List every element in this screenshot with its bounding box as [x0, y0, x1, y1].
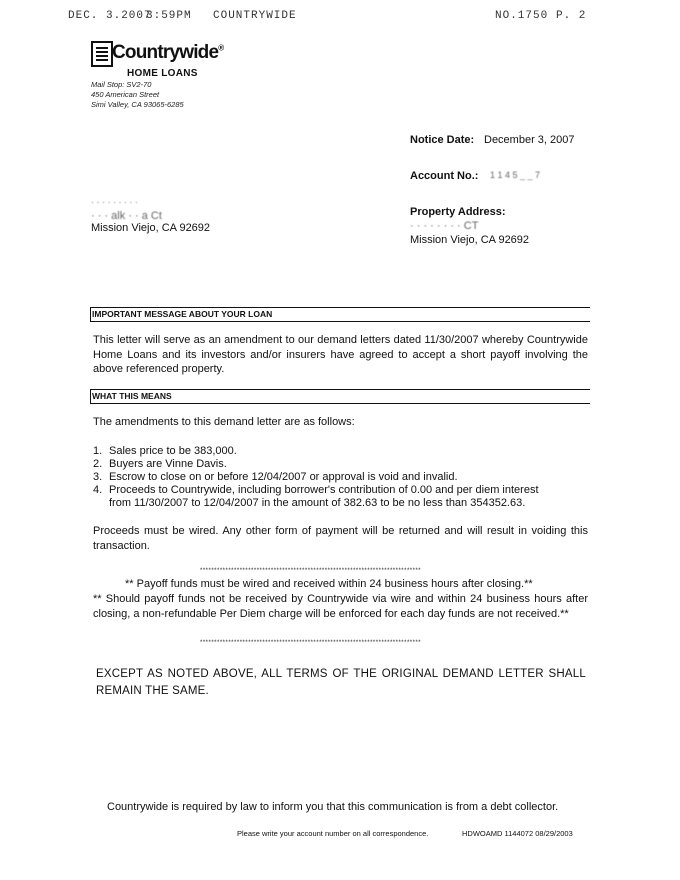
recipient-street: · · · alk · · a Ct: [91, 210, 162, 222]
star-divider: ******************************************************************************: [200, 640, 422, 646]
notice-date-value: December 3, 2007: [484, 134, 575, 146]
property-address-label: Property Address:: [410, 206, 506, 218]
list-item: 2. Buyers are Vinne Davis.: [93, 458, 227, 470]
list-item: 4. Proceeds to Countrywide, including borrower's contribution of 0.00 and per diem interest: [93, 484, 539, 496]
correspondence-note: Please write your account number on all correspondence.: [237, 829, 429, 838]
wire-requirement: Proceeds must be wired. Any other form of payment will be returned and will result in voiding this transaction.: [93, 525, 588, 552]
account-value: 1 1 4 5 _ _ 7: [490, 170, 541, 180]
return-address-line: Simi Valley, CA 93065-6285: [91, 100, 184, 109]
recipient-name: · · · · · · · · ·: [91, 197, 138, 207]
form-code: HDWOAMD 1144072 08/29/2003: [462, 829, 573, 838]
fax-sender: COUNTRYWIDE: [213, 10, 297, 22]
logo-subtitle: HOME LOANS: [127, 68, 198, 79]
return-address-line: Mail Stop: SV2-70: [91, 80, 152, 89]
fax-number: NO.1750: [495, 10, 549, 22]
return-address-line: 450 American Street: [91, 90, 160, 99]
account-label: Account No.:: [410, 170, 479, 182]
amendments-intro: The amendments to this demand letter are as follows:: [93, 416, 355, 428]
debt-collector-notice: Countrywide is required by law to inform you that this communication is from a debt collector.: [107, 801, 559, 813]
payoff-notice: ** Payoff funds must be wired and received within 24 business hours after closing.**: [125, 578, 533, 590]
star-divider: ******************************************************************************: [200, 568, 422, 574]
fax-date: DEC. 3.2007: [68, 10, 152, 22]
section-header-important: IMPORTANT MESSAGE ABOUT YOUR LOAN: [90, 307, 590, 322]
amendment-paragraph: This letter will serve as an amendment to our demand letters dated 11/30/2007 whereby Countrywide Home Loans and its investors and/or insurers have agreed to accept a short payoff involving the above referenced property.: [93, 334, 588, 375]
recipient-city: Mission Viejo, CA 92692: [91, 222, 211, 234]
per-diem-notice: ** Should payoff funds not be received by Countrywide via wire and within 24 business hours after closing, a non-refundable Per Diem charge will be enforced for each day funds are not received.**: [93, 593, 588, 620]
list-item-continuation: from 11/30/2007 to 12/04/2007 in the amount of 382.63 to be no less than 354352.63.: [109, 497, 526, 509]
section-header-what-this-means: WHAT THIS MEANS: [90, 389, 590, 404]
property-city: Mission Viejo, CA 92692: [410, 234, 530, 246]
closing-statement: EXCEPT AS NOTED ABOVE, ALL TERMS OF THE ORIGINAL DEMAND LETTER SHALL REMAIN THE SAME.: [96, 668, 586, 697]
list-item: 1. Sales price to be 383,000.: [93, 445, 237, 457]
fax-page: P. 2: [556, 10, 587, 22]
notice-date-label: Notice Date:: [410, 134, 475, 146]
company-logo: Countrywide®: [112, 42, 224, 63]
fax-time: 3:59PM: [146, 10, 192, 22]
property-street: · · · · · · · · CT: [410, 220, 479, 232]
list-item: 3. Escrow to close on or before 12/04/2007 or approval is void and invalid.: [93, 471, 458, 483]
house-logo-icon: [91, 41, 113, 67]
